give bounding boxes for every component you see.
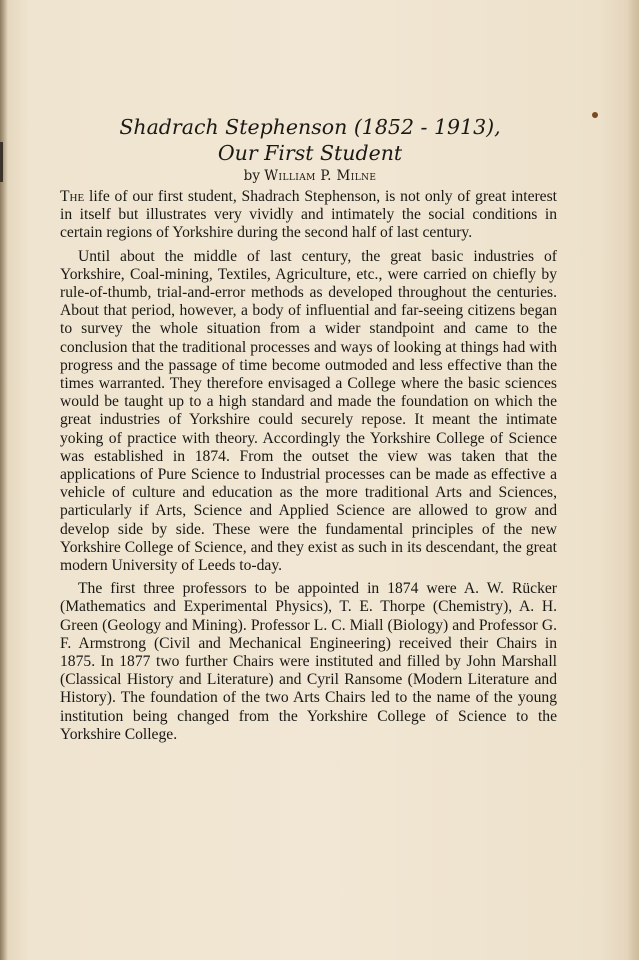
paragraph-1 [60, 188, 557, 243]
page-right-edge [627, 0, 639, 960]
byline-prefix: by [243, 168, 260, 184]
paragraph-2: Until about the middle of last century, the great basic industries of Yorkshire, Coal-mining, Textiles, Agriculture, etc., were carried on chiefly by rule-of-thumb, trial-and-error methods as developed throughout the centuries. About that period, however, a body of influential and far-seeing citizens began to survey the whole situation from a wider standpoint and came to the conclusion that the traditional processes and ways of looking at things had with progress and the passage of time become outmoded and less effective than the times warranted. They therefore envisaged a College where the basic sciences would be taught up to a high standard and made the foundation on which the great industries of Yorkshire could securely repose. It meant the intimate yoking of practice with theory. Accordingly the Yorkshire College of Science was established in 1874. From the outset the view was taken that the applications of Pure Science to Industrial processes can be made as effective a vehicle of culture and education as the more traditional Arts and Sciences, particularly if Arts, Science and Applied Science are allowed to grow and develop side by side. These were the fundamental principles of the new Yorkshire College of Science, and they exist as such in its descendant, the great modern University of Leeds to-day. [60, 247, 557, 575]
paragraph-1-text: life of our first student, Shadrach Stephenson, is not only of great interest in itself but illustrates very vividly and intimately the social conditions in certain regions of Yorkshire during the second half of last century. [60, 188, 557, 242]
article-body [60, 188, 557, 749]
title-line-1: Shadrach Stephenson (1852 - 1913), [119, 115, 501, 139]
byline [60, 168, 560, 184]
author-name: William P. Milne [264, 168, 377, 184]
page-edge-mark [0, 142, 3, 182]
article-title [60, 114, 560, 166]
paragraph-3: The first three professors to be appointed in 1874 were A. W. Rücker (Mathematics and Experimental Physics), T. E. Thorpe (Chemistry), A. H. Green (Geology and Mining). Professor L. C. Miall (Biology) and Professor G. F. Armstrong (Civil and Mechanical Engineering) received their Chairs in 1875. In 1877 two further Chairs were instituted and filled by John Marshall (Classical History and Literature) and Cyril Ransome (Modern Literature and History). The foundation of the two Arts Chairs led to the name of the young institution being changed from the Yorkshire College of Science to the Yorkshire College. [60, 580, 557, 743]
title-line-2: Our First Student [217, 141, 403, 165]
paper-fleck [592, 112, 598, 118]
paragraph-1-lead: The [60, 188, 85, 205]
